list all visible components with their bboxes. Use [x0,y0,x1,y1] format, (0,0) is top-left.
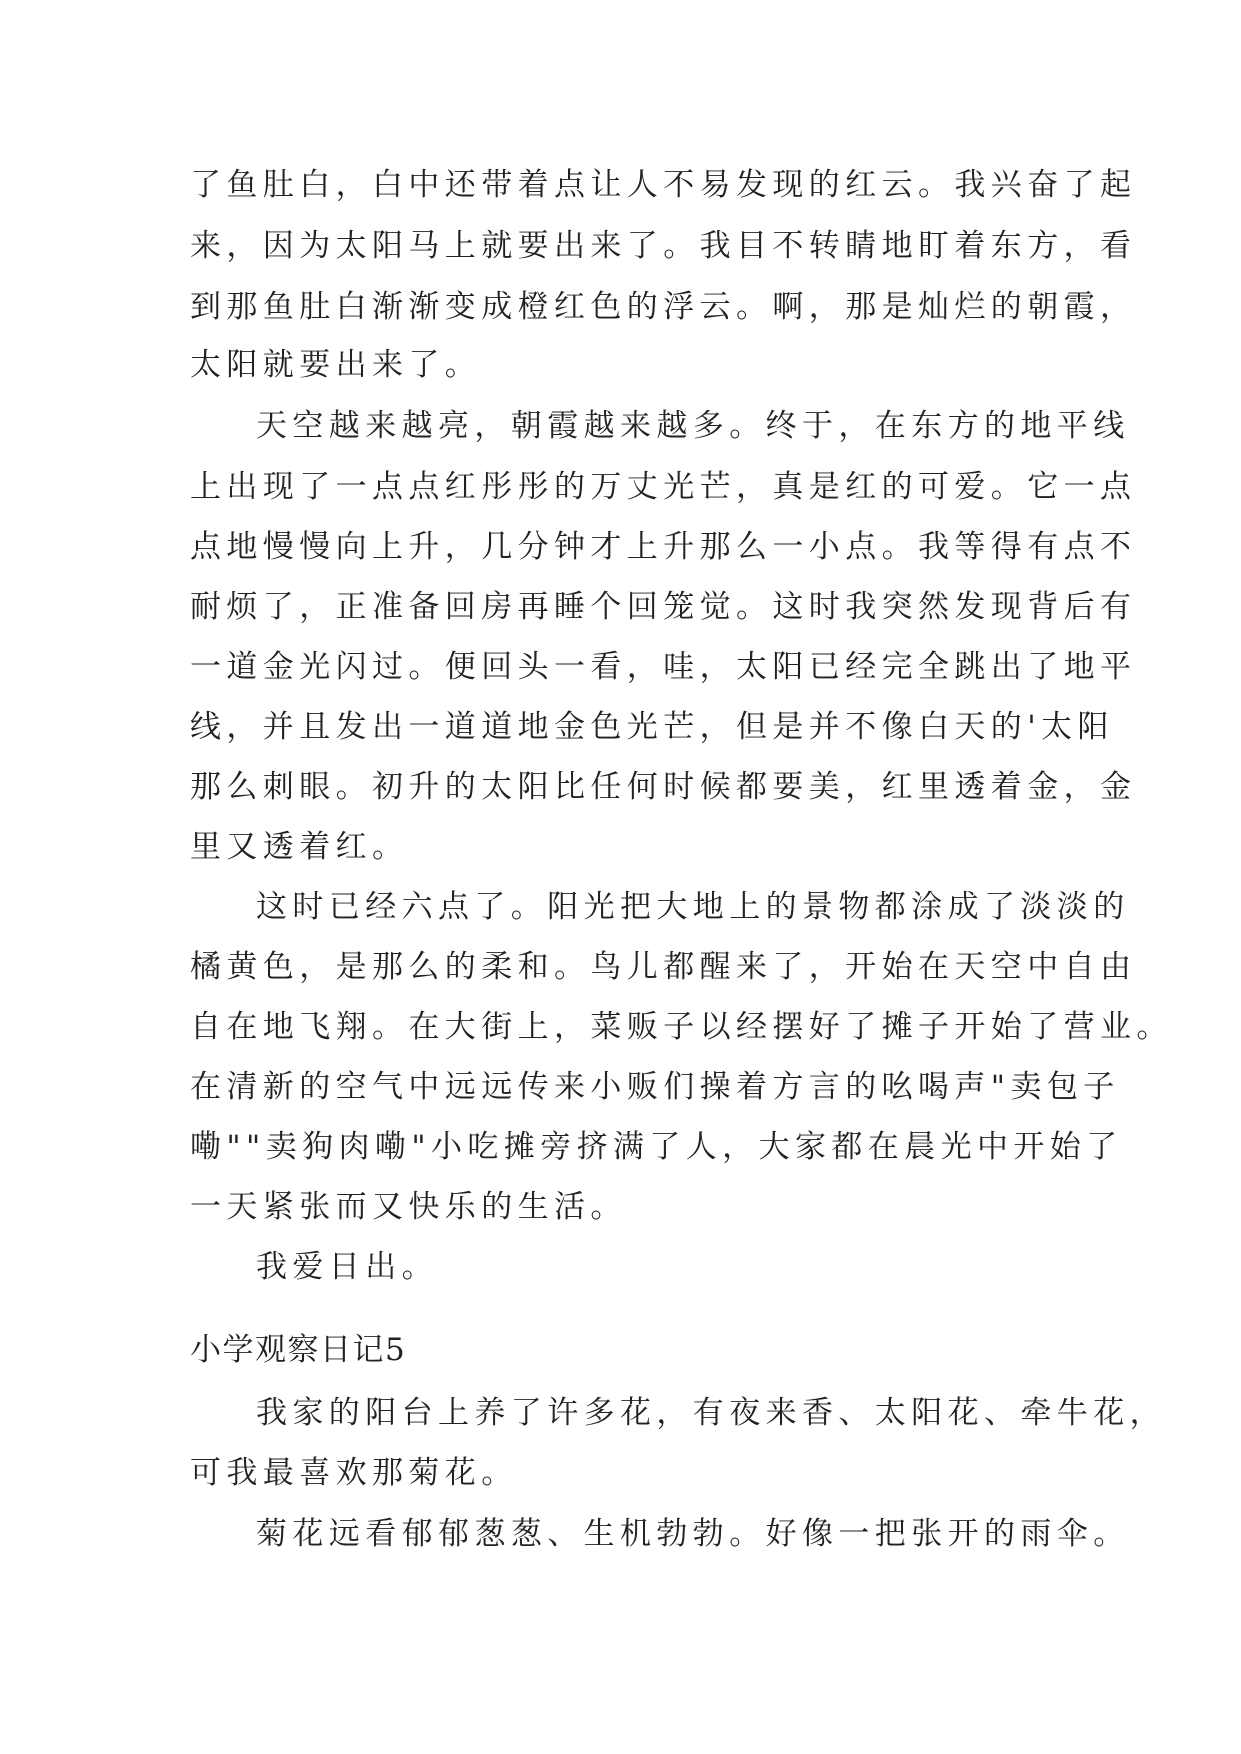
text-line: 天空越来越亮，朝霞越来越多。终于，在东方的地平线 [256,408,1130,444]
text-line: 一天紧张而又快乐的生活。 [190,1189,627,1225]
text-line: 这时已经六点了。阳光把大地上的景物都涂成了淡淡的 [256,889,1130,925]
text-line: 上出现了一点点红彤彤的万丈光芒，真是红的可爱。它一点 [190,469,1137,505]
text-line: 可我最喜欢那菊花。 [190,1455,518,1491]
text-line: 太阳就要出来了。 [190,347,482,383]
text-line: 在清新的空气中远远传来小贩们操着方言的吆喝声"卖包子 [190,1069,1120,1105]
section-heading: 小学观察日记5 [190,1332,407,1368]
text-line: 了鱼肚白，白中还带着点让人不易发现的红云。我兴奋了起 [190,167,1137,203]
text-line: 里又透着红。 [190,829,409,865]
text-line: 我爱日出。 [256,1249,438,1285]
text-line: 到那鱼肚白渐渐变成橙红色的浮云。啊，那是灿烂的朝霞， [190,289,1137,325]
text-line: 来，因为太阳马上就要出来了。我目不转睛地盯着东方，看 [190,228,1137,264]
text-line: 耐烦了，正准备回房再睡个回笼觉。这时我突然发现背后有 [190,589,1137,625]
text-line: 菊花远看郁郁葱葱、生机勃勃。好像一把张开的雨伞。 [256,1516,1130,1552]
text-line: 嘞""卖狗肉嘞"小吃摊旁挤满了人，大家都在晨光中开始了 [190,1129,1123,1165]
text-line: 点地慢慢向上升，几分钟才上升那么一小点。我等得有点不 [190,529,1137,565]
text-line: 自在地飞翔。在大街上，菜贩子以经摆好了摊子开始了营业。 [190,1009,1173,1045]
text-line: 橘黄色，是那么的柔和。鸟儿都醒来了，开始在天空中自由 [190,949,1137,985]
text-line: 那么刺眼。初升的太阳比任何时候都要美，红里透着金，金 [190,769,1137,805]
text-line: 一道金光闪过。便回头一看，哇，太阳已经完全跳出了地平 [190,649,1137,685]
text-line: 线，并且发出一道道地金色光芒，但是并不像白天的'太阳 [190,709,1114,745]
text-line: 我家的阳台上养了许多花，有夜来香、太阳花、牵牛花， [256,1395,1166,1431]
